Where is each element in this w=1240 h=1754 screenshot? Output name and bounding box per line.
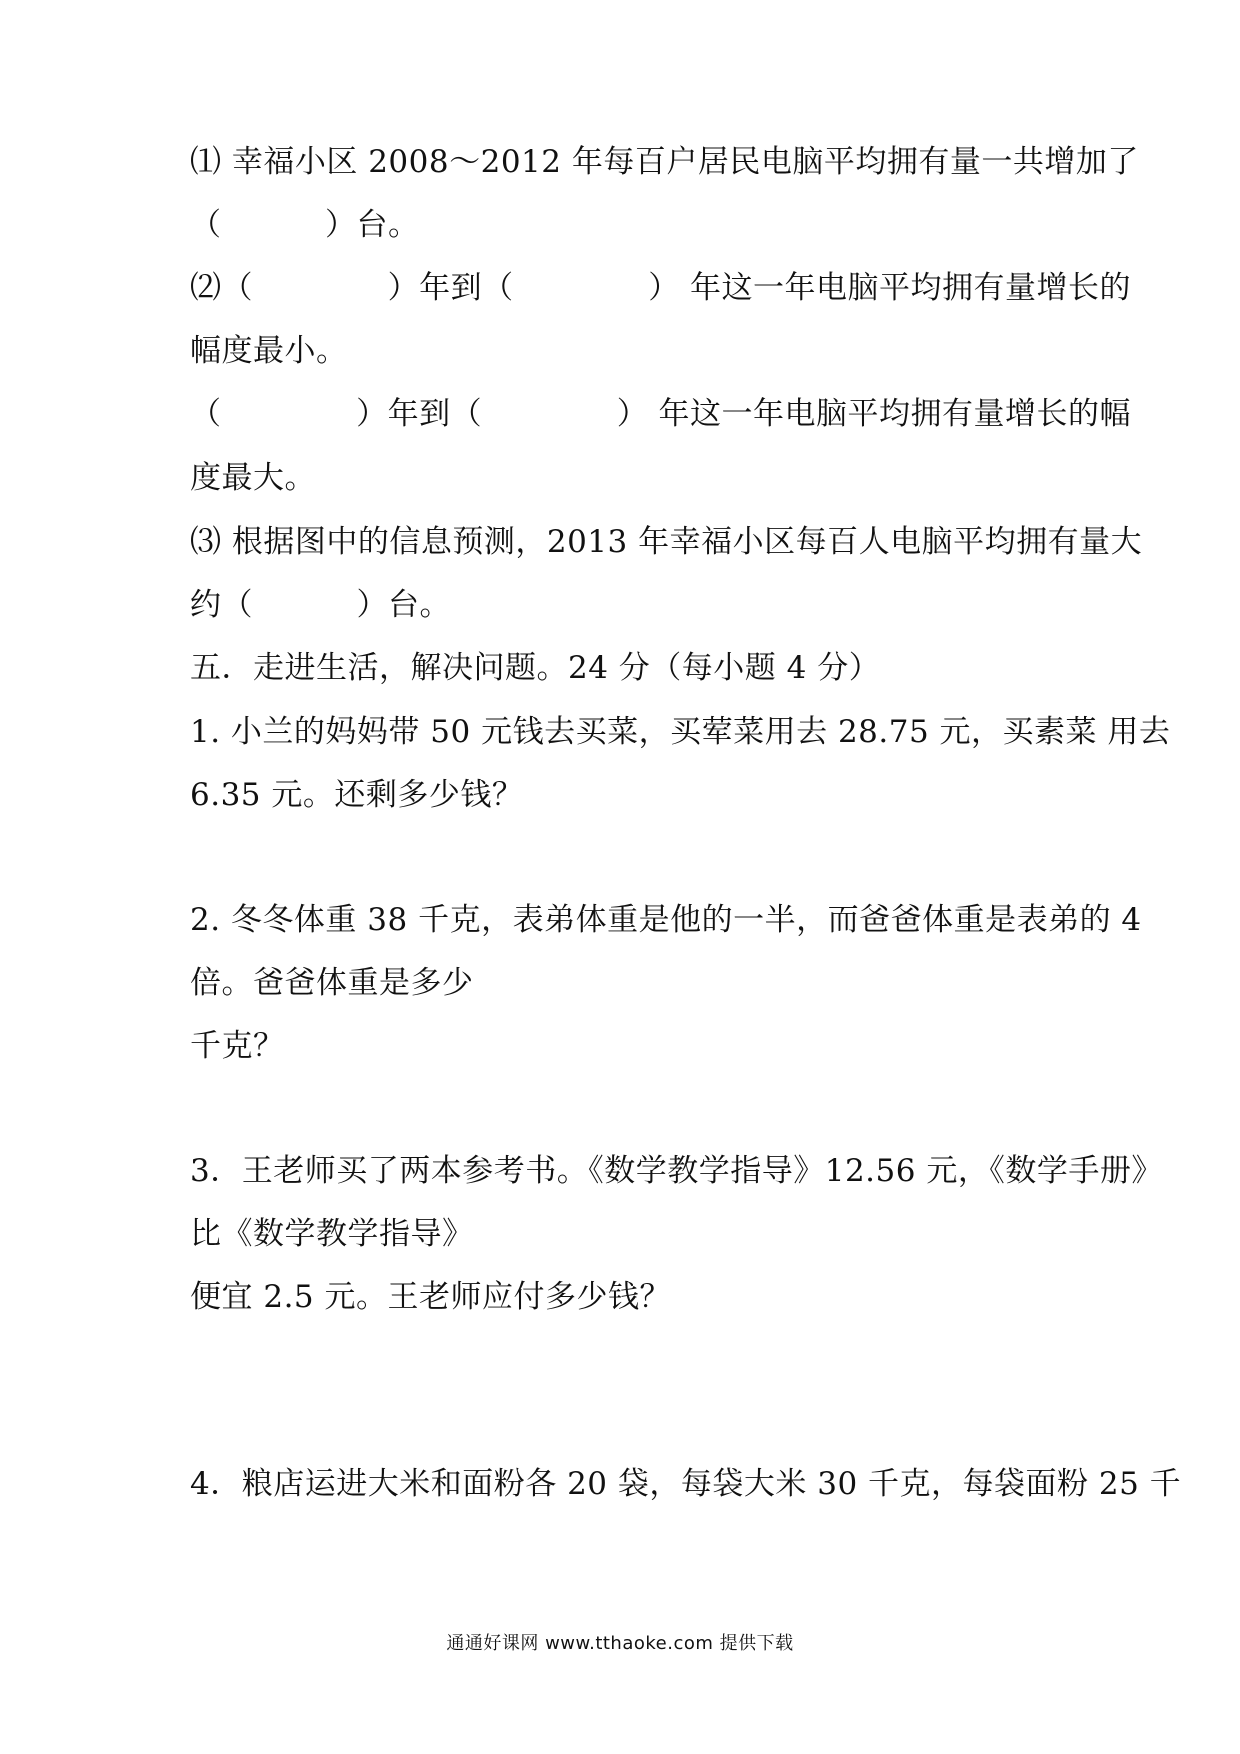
question-3-line-1: ⑶ 根据图中的信息预测，2013 年幸福小区每百人电脑平均拥有量大 [190, 524, 1143, 560]
question-1-line-1: ⑴ 幸福小区 2008～2012 年每百户居民电脑平均拥有量一共增加了 [190, 144, 1139, 180]
footer-credit: 通通好课网 www.tthaoke.com 提供下载 [446, 1633, 794, 1654]
problem-3-line-2: 比《数学教学指导》 [190, 1216, 474, 1252]
question-2-line-2: 幅度最小。 [190, 333, 348, 369]
question-3-line-2: 约（ ）台。 [190, 587, 452, 623]
problem-2-line-1: 2. 冬冬体重 38 千克，表弟体重是他的一半，而爸爸体重是表弟的 4 [190, 902, 1142, 938]
section-5-heading: 五．走进生活，解决问题。24 分（每小题 4 分） [190, 650, 881, 686]
problem-1-line-1: 1. 小兰的妈妈带 50 元钱去买菜，买荤菜用去 28.75 元，买素菜 用去 [190, 714, 1171, 750]
question-2-line-4: 度最大。 [190, 460, 316, 496]
question-1-line-2: （ ）台。 [190, 207, 420, 243]
problem-2-line-3: 千克？ [190, 1028, 285, 1064]
problem-2-line-2: 倍。爸爸体重是多少 [190, 965, 474, 1001]
problem-3-line-1: 3．王老师买了两本参考书。《数学教学指导》12.56 元，《数学手册》 [190, 1153, 1163, 1189]
question-2-line-1: ⑵（ ）年到（ ） 年这一年电脑平均拥有量增长的 [190, 270, 1132, 306]
problem-1-line-2: 6.35 元。还剩多少钱？ [190, 777, 524, 813]
problem-4-line-1: 4．粮店运进大米和面粉各 20 袋，每袋大米 30 千克，每袋面粉 25 千 [190, 1466, 1182, 1502]
problem-3-line-3: 便宜 2.5 元。王老师应付多少钱？ [190, 1279, 672, 1315]
question-2-line-3: （ ）年到（ ） 年这一年电脑平均拥有量增长的幅 [190, 396, 1132, 432]
